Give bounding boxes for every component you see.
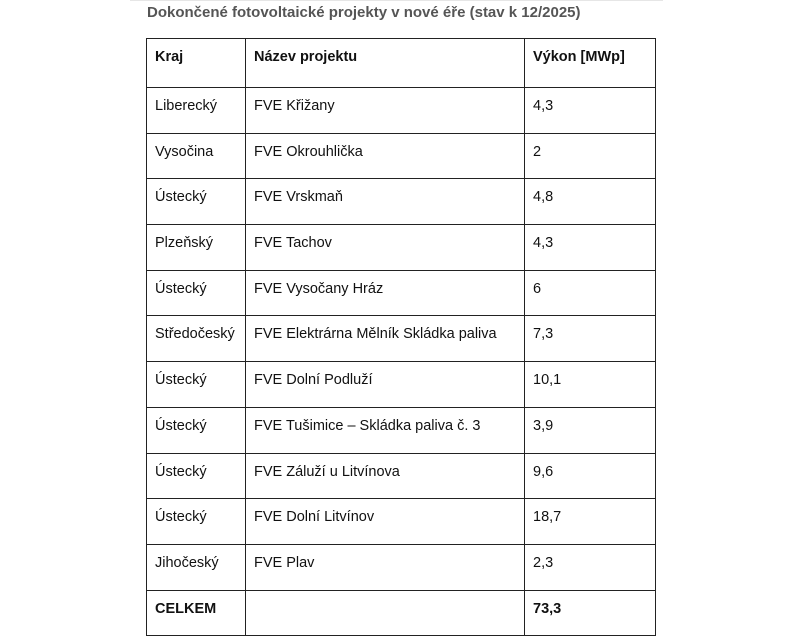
table-row — [147, 453, 656, 499]
top-divider — [130, 0, 663, 1]
cell-kraj: Středočeský — [147, 316, 246, 362]
cell-nazev: FVE Křižany — [246, 88, 525, 134]
cell-kraj: Ústecký — [147, 453, 246, 499]
total-value: 73,3 — [525, 590, 656, 636]
cell-kraj: Plzeňský — [147, 225, 246, 271]
cell-kraj: Liberecký — [147, 88, 246, 134]
cell-nazev: FVE Dolní Litvínov — [246, 499, 525, 545]
table-total-row — [147, 590, 656, 636]
cell-vykon: 2,3 — [525, 544, 656, 590]
cell-vykon: 2 — [525, 133, 656, 179]
cell-nazev: FVE Vysočany Hráz — [246, 270, 525, 316]
table-row — [147, 133, 656, 179]
cell-vykon: 7,3 — [525, 316, 656, 362]
cell-nazev: FVE Tušimice – Skládka paliva č. 3 — [246, 407, 525, 453]
table-title: Dokončené fotovoltaické projekty v nové éře (stav k 12/2025) — [147, 4, 581, 21]
table-row — [147, 544, 656, 590]
cell-nazev: FVE Okrouhlička — [246, 133, 525, 179]
table-header-row — [147, 39, 656, 88]
header-kraj: Kraj — [147, 39, 246, 88]
cell-vykon: 4,3 — [525, 225, 656, 271]
cell-nazev: FVE Tachov — [246, 225, 525, 271]
cell-kraj: Ústecký — [147, 499, 246, 545]
header-vykon: Výkon [MWp] — [525, 39, 656, 88]
projects-table — [146, 38, 656, 636]
table-row — [147, 270, 656, 316]
cell-nazev: FVE Elektrárna Mělník Skládka paliva — [246, 316, 525, 362]
cell-vykon: 18,7 — [525, 499, 656, 545]
cell-kraj: Ústecký — [147, 362, 246, 408]
table-row — [147, 407, 656, 453]
total-empty-cell — [246, 590, 525, 636]
table-row — [147, 225, 656, 271]
cell-kraj: Ústecký — [147, 407, 246, 453]
cell-kraj: Jihočeský — [147, 544, 246, 590]
cell-nazev: FVE Plav — [246, 544, 525, 590]
table-row — [147, 316, 656, 362]
cell-nazev: FVE Záluží u Litvínova — [246, 453, 525, 499]
cell-kraj: Ústecký — [147, 179, 246, 225]
table-row — [147, 362, 656, 408]
table-row — [147, 179, 656, 225]
cell-vykon: 6 — [525, 270, 656, 316]
cell-kraj: Vysočina — [147, 133, 246, 179]
cell-nazev: FVE Vrskmaň — [246, 179, 525, 225]
header-nazev: Název projektu — [246, 39, 525, 88]
cell-kraj: Ústecký — [147, 270, 246, 316]
cell-nazev: FVE Dolní Podluží — [246, 362, 525, 408]
cell-vykon: 9,6 — [525, 453, 656, 499]
cell-vykon: 4,8 — [525, 179, 656, 225]
cell-vykon: 3,9 — [525, 407, 656, 453]
table-row — [147, 499, 656, 545]
cell-vykon: 4,3 — [525, 88, 656, 134]
table-row — [147, 88, 656, 134]
total-label: CELKEM — [147, 590, 246, 636]
cell-vykon: 10,1 — [525, 362, 656, 408]
